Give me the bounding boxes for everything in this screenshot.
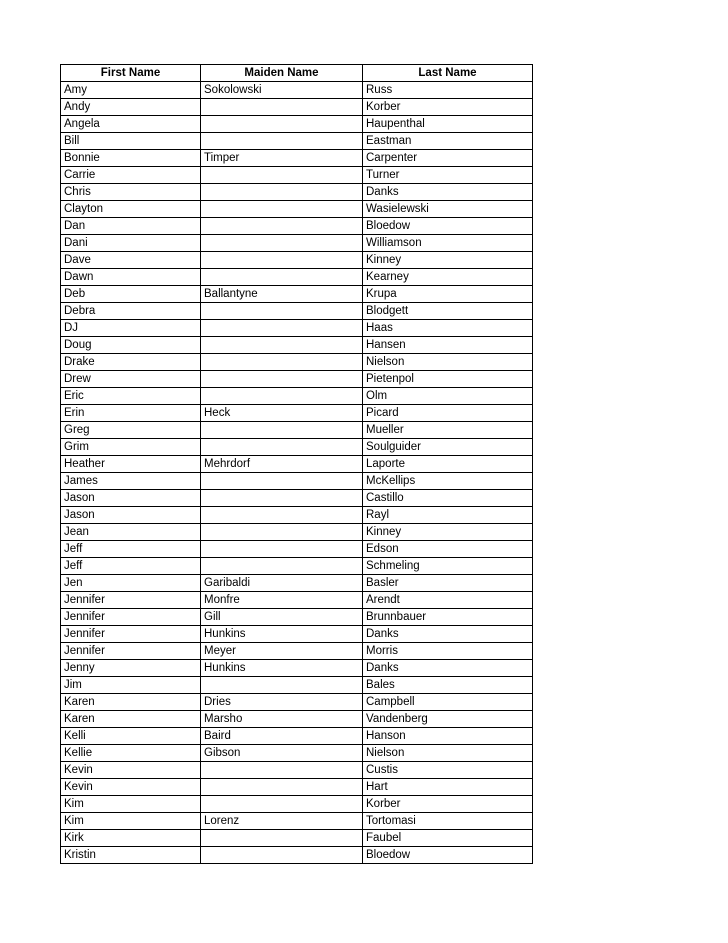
maiden-name-cell [201, 320, 363, 337]
maiden-name-cell [201, 490, 363, 507]
table-row [61, 439, 533, 456]
table-row [61, 422, 533, 439]
last-name-cell: Russ [363, 82, 533, 99]
table-row [61, 388, 533, 405]
maiden-name-cell: Hunkins [201, 660, 363, 677]
first-name-cell: Kevin [61, 779, 201, 796]
first-name-cell: Clayton [61, 201, 201, 218]
maiden-name-cell [201, 303, 363, 320]
last-name-cell: Haupenthal [363, 116, 533, 133]
last-name-cell: Kinney [363, 524, 533, 541]
first-name-cell: Erin [61, 405, 201, 422]
table-row [61, 473, 533, 490]
table-row [61, 456, 533, 473]
first-name-cell: Eric [61, 388, 201, 405]
first-name-cell: Doug [61, 337, 201, 354]
last-name-cell: Edson [363, 541, 533, 558]
table-row [61, 541, 533, 558]
first-name-cell: Kevin [61, 762, 201, 779]
last-name-cell: Faubel [363, 830, 533, 847]
table-row [61, 711, 533, 728]
first-name-cell: Jen [61, 575, 201, 592]
maiden-name-cell: Sokolowski [201, 82, 363, 99]
maiden-name-cell [201, 847, 363, 864]
first-name-cell: Grim [61, 439, 201, 456]
table-row [61, 150, 533, 167]
maiden-name-cell: Gill [201, 609, 363, 626]
first-name-cell: Carrie [61, 167, 201, 184]
maiden-name-cell [201, 830, 363, 847]
first-name-cell: Dave [61, 252, 201, 269]
first-name-cell: Kelli [61, 728, 201, 745]
maiden-name-cell [201, 99, 363, 116]
first-name-cell: DJ [61, 320, 201, 337]
first-name-cell: Drew [61, 371, 201, 388]
table-row [61, 371, 533, 388]
maiden-name-cell [201, 779, 363, 796]
table-row [61, 405, 533, 422]
table-row [61, 830, 533, 847]
table-row [61, 558, 533, 575]
table-row [61, 575, 533, 592]
first-name-cell: Karen [61, 694, 201, 711]
first-name-cell: Jennifer [61, 609, 201, 626]
table-row [61, 354, 533, 371]
last-name-cell: Brunnbauer [363, 609, 533, 626]
maiden-name-cell: Ballantyne [201, 286, 363, 303]
table-row [61, 796, 533, 813]
maiden-name-cell [201, 371, 363, 388]
maiden-name-cell [201, 422, 363, 439]
last-name-cell: Laporte [363, 456, 533, 473]
first-name-cell: Jenny [61, 660, 201, 677]
maiden-name-cell: Baird [201, 728, 363, 745]
maiden-name-cell: Lorenz [201, 813, 363, 830]
last-name-cell: McKellips [363, 473, 533, 490]
first-name-cell: Jeff [61, 558, 201, 575]
table-row [61, 286, 533, 303]
table-row [61, 490, 533, 507]
first-name-cell: Deb [61, 286, 201, 303]
header-row [61, 65, 533, 82]
maiden-name-cell [201, 218, 363, 235]
table-row [61, 745, 533, 762]
header-last-name: Last Name [363, 65, 533, 82]
table-row [61, 116, 533, 133]
table-row [61, 677, 533, 694]
table-row [61, 524, 533, 541]
table-row [61, 218, 533, 235]
last-name-cell: Bloedow [363, 847, 533, 864]
maiden-name-cell: Gibson [201, 745, 363, 762]
last-name-cell: Hansen [363, 337, 533, 354]
first-name-cell: Dawn [61, 269, 201, 286]
first-name-cell: Debra [61, 303, 201, 320]
table-row [61, 337, 533, 354]
first-name-cell: Jean [61, 524, 201, 541]
last-name-cell: Bloedow [363, 218, 533, 235]
maiden-name-cell [201, 252, 363, 269]
table-row [61, 82, 533, 99]
maiden-name-cell: Meyer [201, 643, 363, 660]
first-name-cell: Jennifer [61, 626, 201, 643]
last-name-cell: Hanson [363, 728, 533, 745]
table-row [61, 99, 533, 116]
table-body [61, 82, 533, 864]
first-name-cell: Chris [61, 184, 201, 201]
maiden-name-cell [201, 677, 363, 694]
maiden-name-cell [201, 133, 363, 150]
table-row [61, 847, 533, 864]
first-name-cell: Bill [61, 133, 201, 150]
last-name-cell: Blodgett [363, 303, 533, 320]
maiden-name-cell [201, 116, 363, 133]
maiden-name-cell: Mehrdorf [201, 456, 363, 473]
last-name-cell: Eastman [363, 133, 533, 150]
maiden-name-cell [201, 201, 363, 218]
last-name-cell: Nielson [363, 745, 533, 762]
table-row [61, 609, 533, 626]
first-name-cell: Karen [61, 711, 201, 728]
header-first-name: First Name [61, 65, 201, 82]
table-row [61, 592, 533, 609]
last-name-cell: Picard [363, 405, 533, 422]
name-list-table [60, 64, 533, 864]
last-name-cell: Rayl [363, 507, 533, 524]
maiden-name-cell [201, 167, 363, 184]
last-name-cell: Korber [363, 796, 533, 813]
last-name-cell: Vandenberg [363, 711, 533, 728]
first-name-cell: Jason [61, 490, 201, 507]
last-name-cell: Tortomasi [363, 813, 533, 830]
last-name-cell: Castillo [363, 490, 533, 507]
maiden-name-cell [201, 762, 363, 779]
table-row [61, 694, 533, 711]
last-name-cell: Korber [363, 99, 533, 116]
maiden-name-cell [201, 354, 363, 371]
first-name-cell: Kim [61, 813, 201, 830]
maiden-name-cell [201, 507, 363, 524]
first-name-cell: Jason [61, 507, 201, 524]
table-row [61, 201, 533, 218]
last-name-cell: Kinney [363, 252, 533, 269]
maiden-name-cell [201, 235, 363, 252]
first-name-cell: James [61, 473, 201, 490]
last-name-cell: Danks [363, 626, 533, 643]
table-row [61, 235, 533, 252]
table-row [61, 626, 533, 643]
maiden-name-cell: Marsho [201, 711, 363, 728]
last-name-cell: Danks [363, 660, 533, 677]
table-row [61, 184, 533, 201]
maiden-name-cell [201, 558, 363, 575]
header-maiden-name: Maiden Name [201, 65, 363, 82]
maiden-name-cell [201, 388, 363, 405]
maiden-name-cell: Timper [201, 150, 363, 167]
last-name-cell: Pietenpol [363, 371, 533, 388]
first-name-cell: Drake [61, 354, 201, 371]
first-name-cell: Dani [61, 235, 201, 252]
first-name-cell: Jim [61, 677, 201, 694]
table-row [61, 320, 533, 337]
last-name-cell: Carpenter [363, 150, 533, 167]
last-name-cell: Soulguider [363, 439, 533, 456]
last-name-cell: Schmeling [363, 558, 533, 575]
maiden-name-cell [201, 524, 363, 541]
last-name-cell: Wasielewski [363, 201, 533, 218]
last-name-cell: Williamson [363, 235, 533, 252]
table-row [61, 252, 533, 269]
table-row [61, 643, 533, 660]
table-row [61, 507, 533, 524]
maiden-name-cell [201, 337, 363, 354]
first-name-cell: Jeff [61, 541, 201, 558]
maiden-name-cell: Hunkins [201, 626, 363, 643]
table-row [61, 269, 533, 286]
maiden-name-cell: Monfre [201, 592, 363, 609]
table-row [61, 813, 533, 830]
first-name-cell: Kim [61, 796, 201, 813]
last-name-cell: Arendt [363, 592, 533, 609]
last-name-cell: Krupa [363, 286, 533, 303]
table-row [61, 779, 533, 796]
last-name-cell: Morris [363, 643, 533, 660]
maiden-name-cell: Dries [201, 694, 363, 711]
first-name-cell: Amy [61, 82, 201, 99]
first-name-cell: Bonnie [61, 150, 201, 167]
first-name-cell: Andy [61, 99, 201, 116]
maiden-name-cell [201, 184, 363, 201]
last-name-cell: Haas [363, 320, 533, 337]
table-row [61, 167, 533, 184]
table-row [61, 303, 533, 320]
first-name-cell: Dan [61, 218, 201, 235]
table-row [61, 660, 533, 677]
table-row [61, 728, 533, 745]
maiden-name-cell [201, 439, 363, 456]
maiden-name-cell: Garibaldi [201, 575, 363, 592]
maiden-name-cell [201, 541, 363, 558]
first-name-cell: Kirk [61, 830, 201, 847]
last-name-cell: Campbell [363, 694, 533, 711]
first-name-cell: Angela [61, 116, 201, 133]
first-name-cell: Greg [61, 422, 201, 439]
maiden-name-cell [201, 473, 363, 490]
last-name-cell: Turner [363, 167, 533, 184]
last-name-cell: Basler [363, 575, 533, 592]
last-name-cell: Danks [363, 184, 533, 201]
last-name-cell: Mueller [363, 422, 533, 439]
last-name-cell: Bales [363, 677, 533, 694]
table-row [61, 762, 533, 779]
last-name-cell: Hart [363, 779, 533, 796]
last-name-cell: Olm [363, 388, 533, 405]
first-name-cell: Kellie [61, 745, 201, 762]
last-name-cell: Custis [363, 762, 533, 779]
maiden-name-cell: Heck [201, 405, 363, 422]
last-name-cell: Kearney [363, 269, 533, 286]
maiden-name-cell [201, 796, 363, 813]
maiden-name-cell [201, 269, 363, 286]
first-name-cell: Kristin [61, 847, 201, 864]
first-name-cell: Heather [61, 456, 201, 473]
first-name-cell: Jennifer [61, 643, 201, 660]
table-row [61, 133, 533, 150]
last-name-cell: Nielson [363, 354, 533, 371]
first-name-cell: Jennifer [61, 592, 201, 609]
